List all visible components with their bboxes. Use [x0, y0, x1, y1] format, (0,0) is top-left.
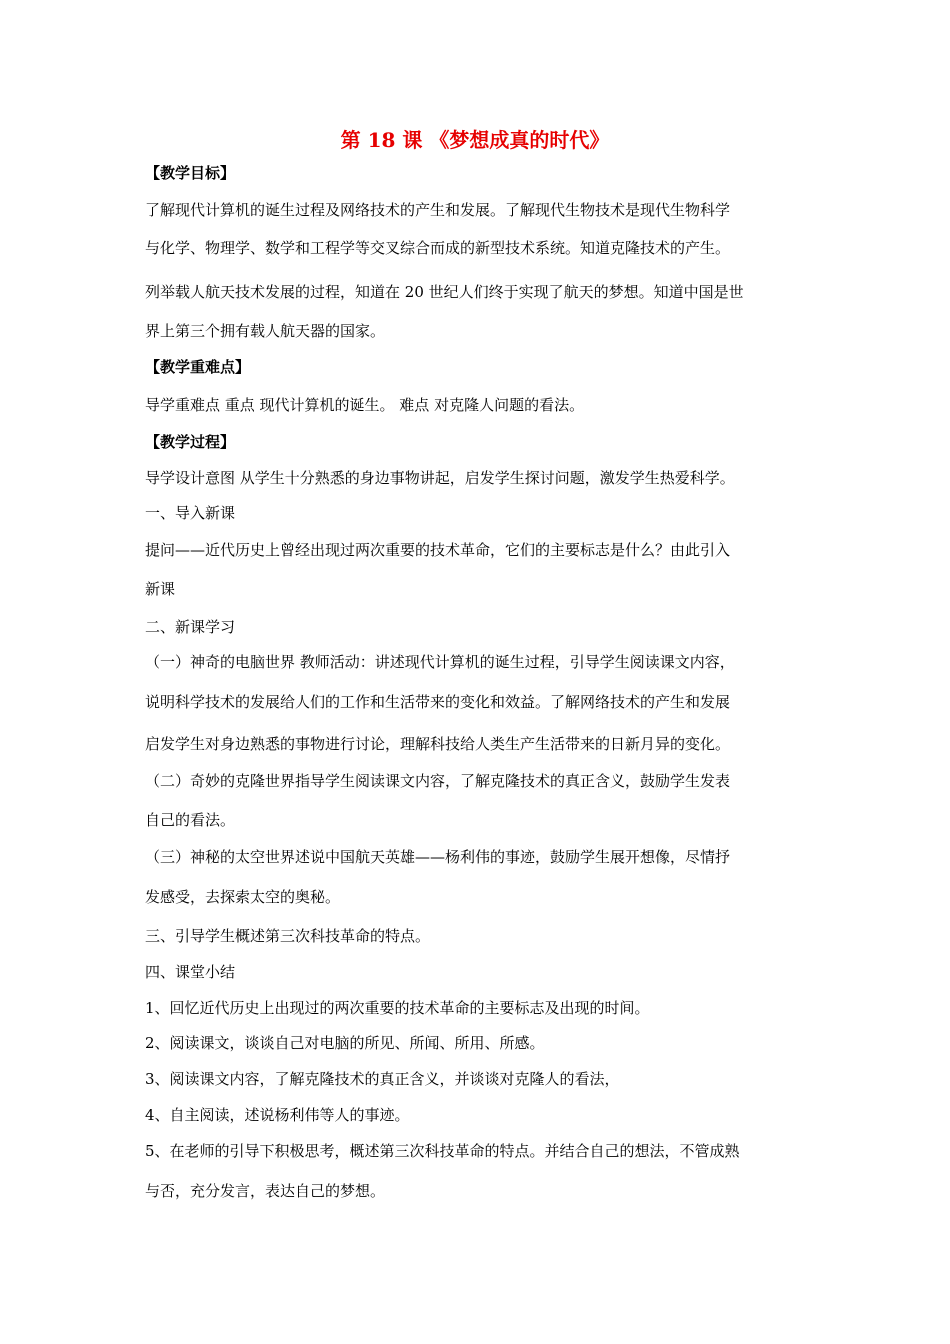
process-line: （三）神秘的太空世界述说中国航天英雄——杨利伟的事迹，鼓励学生展开想像，尽情抒	[145, 848, 731, 866]
goals-line-2: 与化学、物理学、数学和工程学等交叉综合而成的新型技术系统。知道克隆技术的产生。	[145, 239, 731, 257]
process-line: 3、阅读课文内容，了解克隆技术的真正含义，并谈谈对克隆人的看法，	[145, 1070, 620, 1088]
process-line: 与否，充分发言，表达自己的梦想。	[145, 1182, 386, 1200]
process-line: （二）奇妙的克隆世界指导学生阅读课文内容，了解克隆技术的真正含义，鼓励学生发表	[145, 772, 731, 790]
process-line: 自己的看法。	[145, 811, 236, 829]
goals-line-3: 列举载人航天技术发展的过程，知道在 20 世纪人们终于实现了航天的梦想。知道中国是世	[145, 283, 744, 301]
process-heading: 【教学过程】	[145, 433, 236, 451]
process-line: 5、在老师的引导下积极思考，概述第三次科技革命的特点。并结合自己的想法，不管成熟	[145, 1142, 740, 1160]
process-line: 1、回忆近代历史上出现过的两次重要的技术革命的主要标志及出现的时间。	[145, 999, 650, 1017]
process-line: 提问——近代历史上曾经出现过两次重要的技术革命，它们的主要标志是什么？由此引入	[145, 541, 731, 559]
process-line: 导学设计意图 从学生十分熟悉的身边事物讲起，启发学生探讨问题，激发学生热爱科学。	[145, 469, 735, 487]
process-line: 三、引导学生概述第三次科技革命的特点。	[145, 927, 431, 945]
process-line: 二、新课学习	[145, 618, 236, 636]
goals-line-4: 界上第三个拥有载人航天器的国家。	[145, 322, 386, 340]
process-line: 说明科学技术的发展给人们的工作和生活带来的变化和效益。了解网络技术的产生和发展	[145, 693, 731, 711]
goals-heading: 【教学目标】	[145, 164, 236, 182]
page-title: 第 18 课 《梦想成真的时代》	[340, 128, 610, 152]
process-line: 2、阅读课文，谈谈自己对电脑的所见、所闻、所用、所感。	[145, 1034, 545, 1052]
process-line: 4、自主阅读，述说杨利伟等人的事迹。	[145, 1106, 410, 1124]
process-line: 一、导入新课	[145, 504, 236, 522]
key-points-line: 导学重难点 重点 现代计算机的诞生。 难点 对克隆人问题的看法。	[145, 396, 585, 414]
process-line: （一）神奇的电脑世界 教师活动：讲述现代计算机的诞生过程，引导学生阅读课文内容，	[145, 653, 735, 671]
process-line: 四、课堂小结	[145, 963, 236, 981]
process-line: 发感受，去探索太空的奥秘。	[145, 888, 341, 906]
key-points-heading: 【教学重难点】	[145, 358, 251, 376]
process-line: 启发学生对身边熟悉的事物进行讨论，理解科技给人类生产生活带来的日新月异的变化。	[145, 735, 731, 753]
process-line: 新课	[145, 580, 176, 598]
goals-line-1: 了解现代计算机的诞生过程及网络技术的产生和发展。了解现代生物技术是现代生物科学	[145, 201, 731, 219]
